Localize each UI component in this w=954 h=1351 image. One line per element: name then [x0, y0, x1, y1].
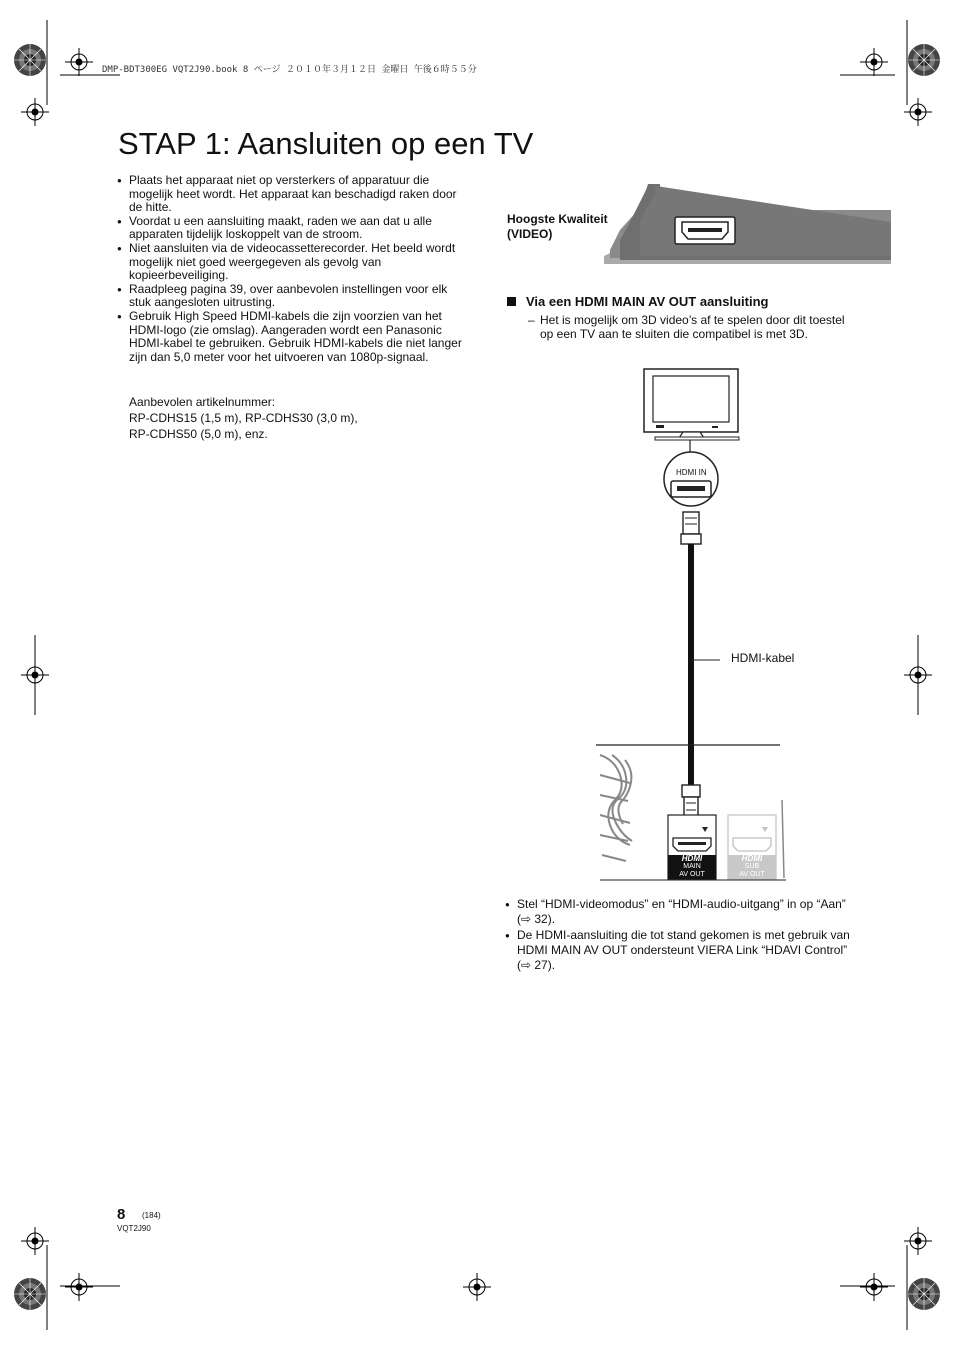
port-label-line: AV OUT	[739, 871, 765, 878]
precautions-list	[116, 174, 468, 364]
list-item: ● Raadpleeg pagina 39, over aanbevolen instellingen voor elk stuk aangesloten uitrusting.	[116, 283, 468, 310]
list-item: ● Gebruik High Speed HDMI-kabels die zijn voorzien van het HDMI-logo (zie omslag). Aangeraden wordt een Panasonic HDMI-kabel te gebruiken. Gebruik HDMI-kabels die niet langer zijn dan 5,0 meter voor het uitvoeren van 1080p-signaal.	[116, 310, 468, 364]
port-label-line: SUB	[744, 863, 760, 870]
hdmi-logo-text: HDMI	[681, 854, 703, 863]
section-note	[528, 314, 858, 341]
section-heading-text: Via een HDMI MAIN AV OUT aansluiting	[526, 294, 769, 309]
cable-label: HDMI-kabel	[731, 651, 795, 665]
registration-sunburst-icon	[908, 44, 940, 76]
list-item: ● Niet aansluiten via de videocassetterecorder. Het beeld wordt mogelijk niet goed weergegeven als gevolg van kopieerbeveiliging.	[116, 242, 468, 283]
quality-banner	[604, 184, 891, 264]
list-item: ● Plaats het apparaat niet op versterkers of apparatuur die mogelijk heet wordt. Het apparaat kan beschadigd raken door de hitte.	[116, 174, 468, 215]
file-header-line: DMP-BDT300EG VQT2J90.book 8 ページ ２０１０年３月１２日 金曜日 午後６時５５分	[102, 65, 477, 75]
tv-icon	[644, 369, 739, 440]
model-code: VQT2J90	[117, 1224, 151, 1233]
page-title: STAP 1: Aansluiten op een TV	[118, 126, 534, 161]
page-sub-number: (184)	[142, 1211, 161, 1220]
recommended-cables	[129, 394, 469, 442]
recommended-line: RP-CDHS50 (5,0 m), enz.	[129, 427, 268, 441]
cable-plug-top-icon	[681, 512, 701, 544]
recommended-line: RP-CDHS15 (1,5 m), RP-CDHS30 (3,0 m),	[129, 411, 358, 425]
dash-marker: –	[528, 313, 535, 327]
registration-sunburst-icon	[14, 1278, 46, 1310]
sub-port-label	[728, 855, 776, 879]
main-port-label	[668, 855, 716, 879]
hdmi-logo-text: HDMI	[741, 854, 763, 863]
crosshair-icon	[904, 1227, 932, 1255]
page-number: 8	[117, 1206, 126, 1223]
crosshair-icon	[860, 1273, 888, 1301]
crosshair-icon	[21, 661, 49, 689]
crosshair-icon	[463, 1273, 491, 1301]
quality-label	[507, 212, 608, 242]
hdmi-port-icon	[675, 217, 735, 244]
section-heading	[507, 294, 768, 309]
list-item: ● De HDMI-aansluiting die tot stand gekomen is met gebruik van HDMI MAIN AV OUT ondersteunt VIERA Link “HDAVI Control” (⇨ 27).	[505, 928, 855, 973]
crosshair-icon	[65, 48, 93, 76]
section-note-text: Het is mogelijk om 3D video’s af te spelen door dit toestel op een TV aan te sluiten die compatibel is met 3D.	[540, 313, 845, 341]
port-label-line: MAIN	[683, 863, 701, 870]
hdmi-in-callout	[664, 452, 718, 506]
square-bullet-icon	[507, 297, 516, 306]
crosshair-icon	[21, 1227, 49, 1255]
list-item: ● Stel “HDMI-videomodus” en “HDMI-audio-uitgang” in op “Aan” (⇨ 32).	[505, 897, 855, 927]
crosshair-icon	[904, 98, 932, 126]
recommended-label: Aanbevolen artikelnummer:	[129, 395, 276, 409]
crosshair-icon	[65, 1273, 93, 1301]
port-label-line: AV OUT	[679, 871, 705, 878]
cable-plug-bottom-icon	[682, 785, 700, 817]
vent-pattern	[600, 755, 632, 861]
list-item: ● Voordat u een aansluiting maakt, raden we aan dat u alle apparaten tijdelijk loskoppelt van de stroom.	[116, 215, 468, 242]
crosshair-icon	[860, 48, 888, 76]
quality-line: Hoogste Kwaliteit	[507, 212, 608, 226]
registration-sunburst-icon	[14, 44, 46, 76]
settings-notes-list	[505, 897, 855, 974]
registration-sunburst-icon	[908, 1278, 940, 1310]
crosshair-icon	[21, 98, 49, 126]
quality-line: (VIDEO)	[507, 227, 553, 241]
crosshair-icon	[904, 661, 932, 689]
hdmi-in-label: HDMI IN	[676, 468, 707, 477]
